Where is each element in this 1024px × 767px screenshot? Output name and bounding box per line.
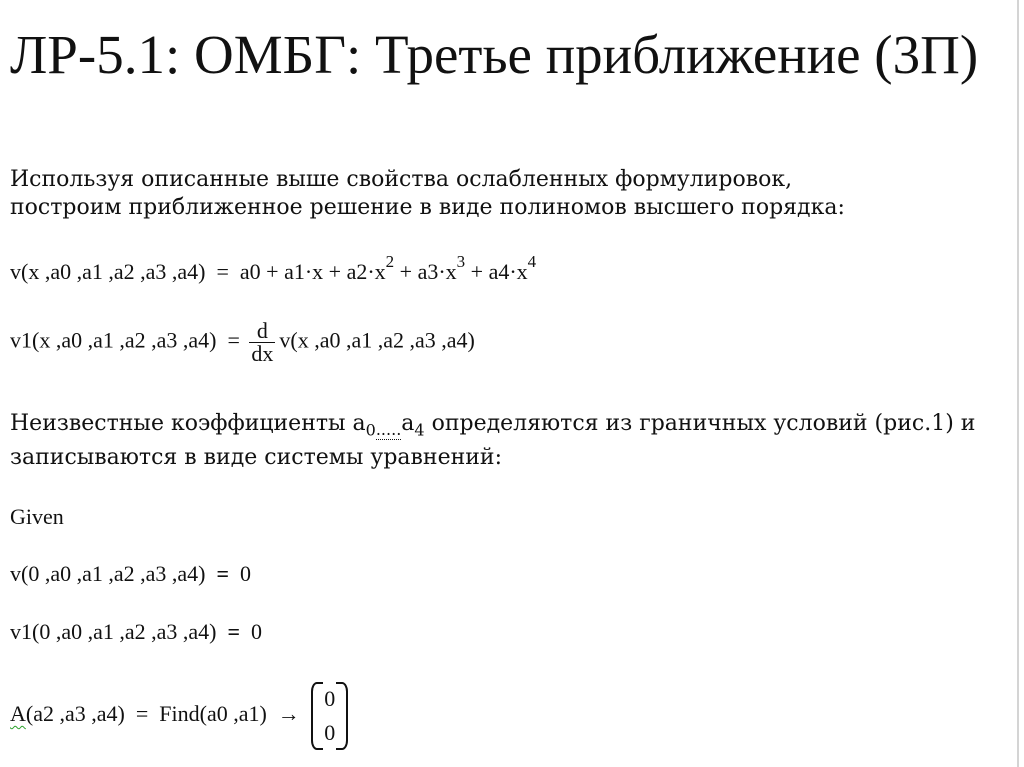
condition-1-lhs: v(0 ,a0 ,a1 ,a2 ,a3 ,a4): [10, 561, 206, 586]
result-vector-left-paren: [311, 682, 323, 750]
result-vector-cell-2: 0: [324, 720, 336, 745]
condition-2-equals: =: [227, 619, 241, 644]
find-call: Find(a0 ,a1): [159, 701, 267, 727]
condition-v-at-zero: [10, 560, 251, 588]
result-vector-cell-1: 0: [324, 686, 336, 711]
coefficients-suffix: определяются из граничных условий (рис.1) и: [424, 411, 976, 436]
formula-v-term3: + a4·x: [465, 259, 528, 284]
coefficient-dots: .....: [375, 420, 402, 440]
formula-v-power-4: 4: [527, 251, 537, 271]
formula-v-power-2: 2: [385, 251, 395, 271]
result-vector-right-paren: [336, 682, 348, 750]
formula-v-term2: + a3·x: [394, 259, 457, 284]
condition-v1-at-zero: [10, 618, 262, 646]
formula-v-term1: a0 + a1·x + a2·x: [239, 259, 386, 284]
derivative-numerator: d: [256, 318, 268, 343]
find-solution: [10, 682, 348, 750]
slide-title: ЛР-5.1: ОМБГ: Третье приближение (3П): [10, 24, 979, 85]
coefficients-prefix: Неизвестные коэффициенты a: [10, 411, 366, 436]
coefficients-line-2: записываются в виде системы уравнений:: [10, 445, 503, 470]
formula-v-power-3: 3: [456, 251, 466, 271]
coefficient-sub-0: 0: [365, 420, 376, 440]
intro-line-1: Используя описанные выше свойства ослабленных формулировок,: [10, 167, 793, 192]
derivative-fraction: [249, 320, 275, 365]
coefficient-a4: a: [401, 411, 415, 436]
formula-v-equals: =: [216, 259, 229, 284]
find-lhs-args: (a2 ,a3 ,a4): [25, 701, 125, 727]
formula-v: [10, 251, 537, 286]
find-result-name: A: [10, 701, 26, 727]
formula-v1-rhs: v(x ,a0 ,a1 ,a2 ,a3 ,a4): [279, 327, 475, 353]
condition-2-lhs: v1(0 ,a0 ,a1 ,a2 ,a3 ,a4): [10, 619, 217, 644]
slide-edge-line: [1017, 0, 1019, 767]
intro-line-2: построим приближенное решение в виде полиномов высшего порядка:: [10, 195, 845, 220]
given-label: Given: [10, 504, 64, 529]
find-equals: =: [135, 701, 149, 727]
result-vector: [311, 682, 348, 750]
coefficient-sub-4: 4: [414, 420, 425, 440]
derivative-denominator: dx: [251, 341, 274, 366]
condition-2-rhs: 0: [251, 619, 263, 644]
formula-v1-lhs: v1(x ,a0 ,a1 ,a2 ,a3 ,a4): [10, 327, 217, 353]
formula-v1-equals: =: [227, 327, 240, 353]
formula-v-lhs: v(x ,a0 ,a1 ,a2 ,a3 ,a4): [10, 259, 206, 284]
condition-1-rhs: 0: [240, 561, 252, 586]
condition-1-equals: =: [216, 561, 230, 586]
coefficients-line-1: [10, 411, 976, 440]
evaluation-arrow: →: [277, 701, 300, 727]
formula-v1: [10, 320, 475, 365]
